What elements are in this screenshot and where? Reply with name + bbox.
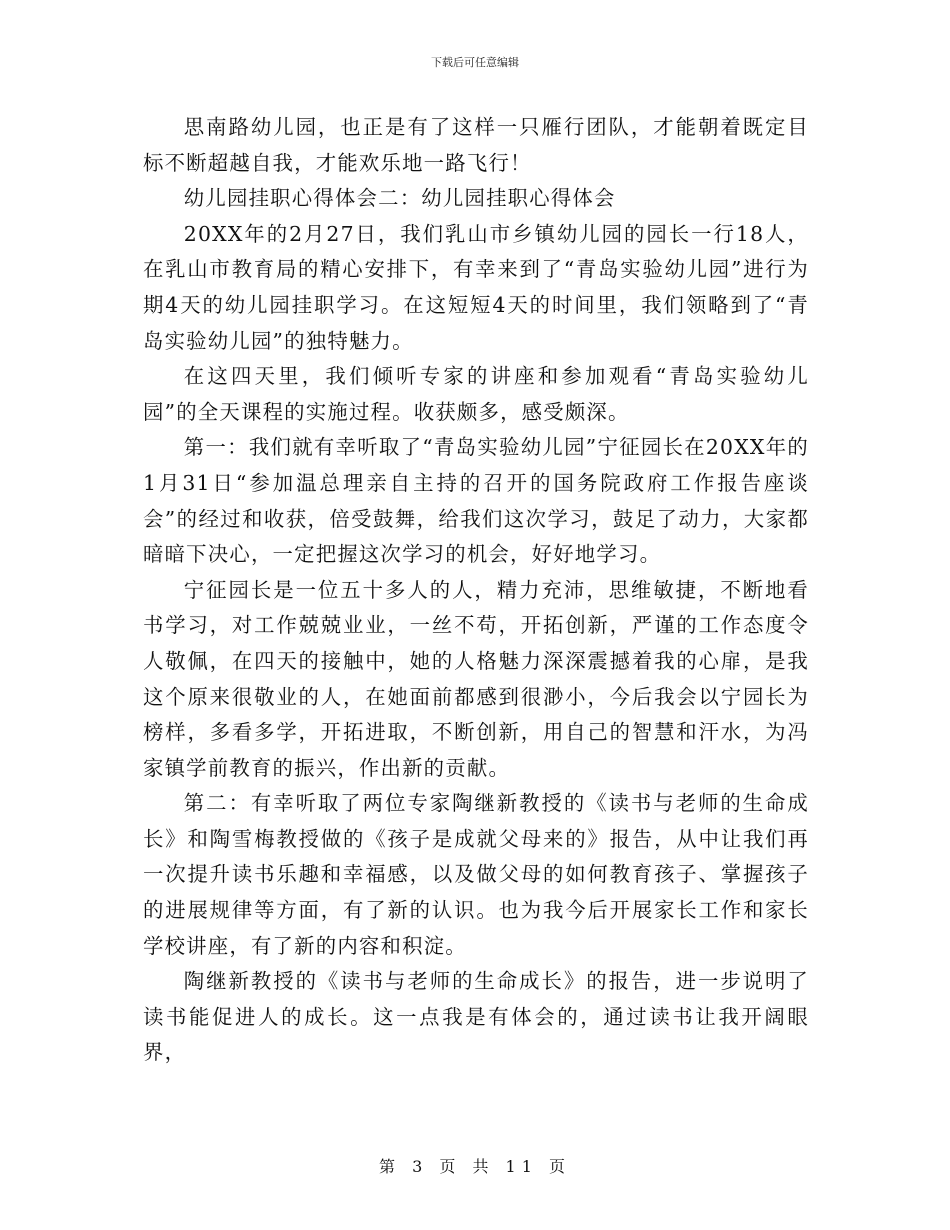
paragraph-1: 思南路幼儿园，也正是有了这样一只雁行团队，才能朝着既定目标不断超越自我，才能欢乐地一路飞行！ xyxy=(143,115,809,175)
document-body xyxy=(143,110,809,1071)
paragraph-5: 第一：我们就有幸听取了“青岛实验幼儿园”宁征园长在20XX年的1月31日“参加温总理亲自主持的召开的国务院政府工作报告座谈会”的经过和收获，倍受鼓舞，给我们这次学习，鼓足了动力，大家都暗暗下决心，一定把握这次学习的机会，好好地学习。 xyxy=(143,435,809,567)
paragraph-6: 宁征园长是一位五十多人的人，精力充沛，思维敏捷，不断地看书学习，对工作兢兢业业，一丝不苟，开拓创新，严谨的工作态度令人敬佩，在四天的接触中，她的人格魅力深深震撼着我的心扉，是我这个原来很敬业的人，在她面前都感到很渺小，今后我会以宁园长为榜样，多看多学，开拓进取，不断创新，用自己的智慧和汗水，为冯家镇学前教育的振兴，作出新的贡献。 xyxy=(143,577,809,780)
section-heading: 幼儿园挂职心得体会二：幼儿园挂职心得体会 xyxy=(183,186,616,211)
paragraph-7: 第二：有幸听取了两位专家陶继新教授的《读书与老师的生命成长》和陶雪梅教授做的《孩子是成就父母来的》报告，从中让我们再一次提升读书乐趣和幸福感，以及做父母的如何教育孩子、掌握孩子的进展规律等方面，有了新的认识。也为我今后开展家长工作和家长学校讲座，有了新的内容和积淀。 xyxy=(143,791,809,958)
paragraph-8: 陶继新教授的《读书与老师的生命成长》的报告，进一步说明了读书能促进人的成长。这一点我是有体会的，通过读书让我开阔眼界， xyxy=(143,969,809,1065)
paragraph-3: 20XX年的2月27日，我们乳山市乡镇幼儿园的园长一行18人，在乳山市教育局的精心安排下，有幸来到了“青岛实验幼儿园”进行为期4天的幼儿园挂职学习。在这短短4天的时间里，我们领略到了“青岛实验幼儿园”的独特魅力。 xyxy=(143,221,809,353)
page-footer: 第 3 页 共 11 页 xyxy=(379,1157,571,1176)
paragraph-4: 在这四天里，我们倾听专家的讲座和参加观看“青岛实验幼儿园”的全天课程的实施过程。收获颇多，感受颇深。 xyxy=(143,364,809,424)
page-header: 下载后可任意编辑 xyxy=(431,56,519,69)
